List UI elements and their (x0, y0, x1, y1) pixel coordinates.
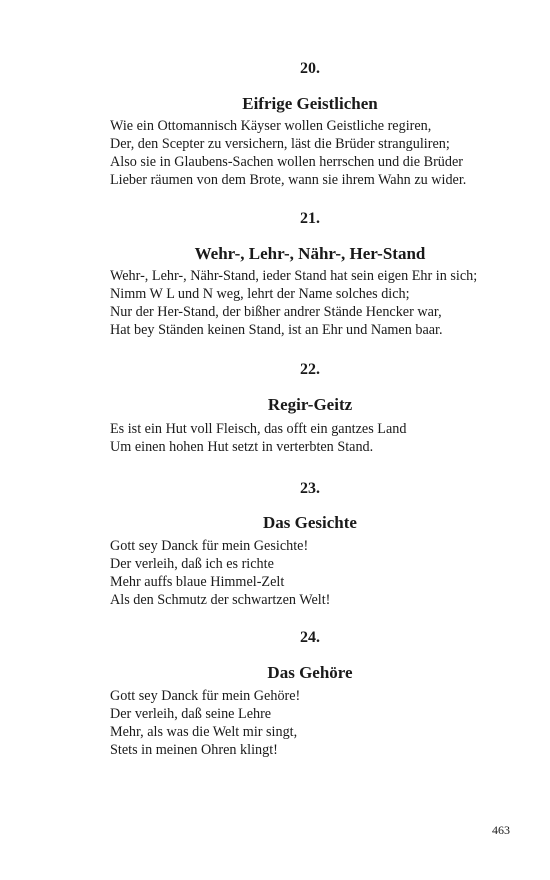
poem-line: Also sie in Glaubens-Sachen wollen herrschen und die Brüder (110, 154, 464, 170)
poem-line: Nimm W L und N weg, lehrt der Name solches dich; (110, 286, 410, 302)
poem-line: Der, den Scepter zu versichern, läst die Brüder stranguliren; (110, 136, 450, 152)
poem-line: Der verleih, daß ich es richte (110, 556, 274, 572)
poem-title: Das Gehöre (267, 663, 353, 682)
poem-line: Wehr-, Lehr-, Nähr-Stand, ieder Stand hat sein eigen Ehr in sich; (110, 268, 478, 284)
poem-line: Wie ein Ottomannisch Käyser wollen Geistliche regiren, (110, 118, 432, 134)
poem-number: 21. (300, 210, 320, 227)
poem-line: Nur der Her-Stand, der bißher andrer Stände Hencker war, (110, 304, 442, 320)
poem-line: Um einen hohen Hut setzt in verterbten Stand. (110, 439, 374, 455)
page (110, 0, 510, 880)
poem-lines (110, 420, 520, 456)
poem-number: 22. (300, 361, 320, 378)
page-number: 463 (492, 823, 510, 837)
poem-line: Hat bey Ständen keinen Stand, ist an Ehr und Namen baar. (110, 322, 443, 338)
poem-lines (110, 117, 520, 189)
poem-line: Mehr auffs blaue Himmel-Zelt (110, 574, 285, 590)
poem-lines (110, 267, 520, 339)
poem-title: Wehr-, Lehr-, Nähr-, Her-Stand (194, 244, 426, 263)
poem-line: Es ist ein Hut voll Fleisch, das offt ein gantzes Land (110, 421, 407, 437)
poem-lines (110, 537, 520, 609)
poem-line: Lieber räumen von dem Brote, wann sie ihrem Wahn zu wider. (110, 172, 467, 188)
poem-line: Der verleih, daß seine Lehre (110, 706, 272, 722)
poem-line: Gott sey Danck für mein Gesichte! (110, 538, 309, 554)
poem-line: Stets in meinen Ohren klingt! (110, 742, 278, 758)
poem-number: 24. (300, 629, 320, 646)
poem-line: Als den Schmutz der schwartzen Welt! (110, 592, 331, 608)
poem-title: Das Gesichte (263, 513, 357, 532)
poem-title: Regir-Geitz (267, 395, 353, 414)
poem-number: 20. (300, 60, 320, 77)
poem-line: Mehr, als was die Welt mir singt, (110, 724, 298, 740)
poem-lines (110, 687, 520, 759)
poem-number: 23. (300, 480, 320, 497)
poem-title: Eifrige Geistlichen (242, 94, 378, 113)
poem-line: Gott sey Danck für mein Gehöre! (110, 688, 301, 704)
